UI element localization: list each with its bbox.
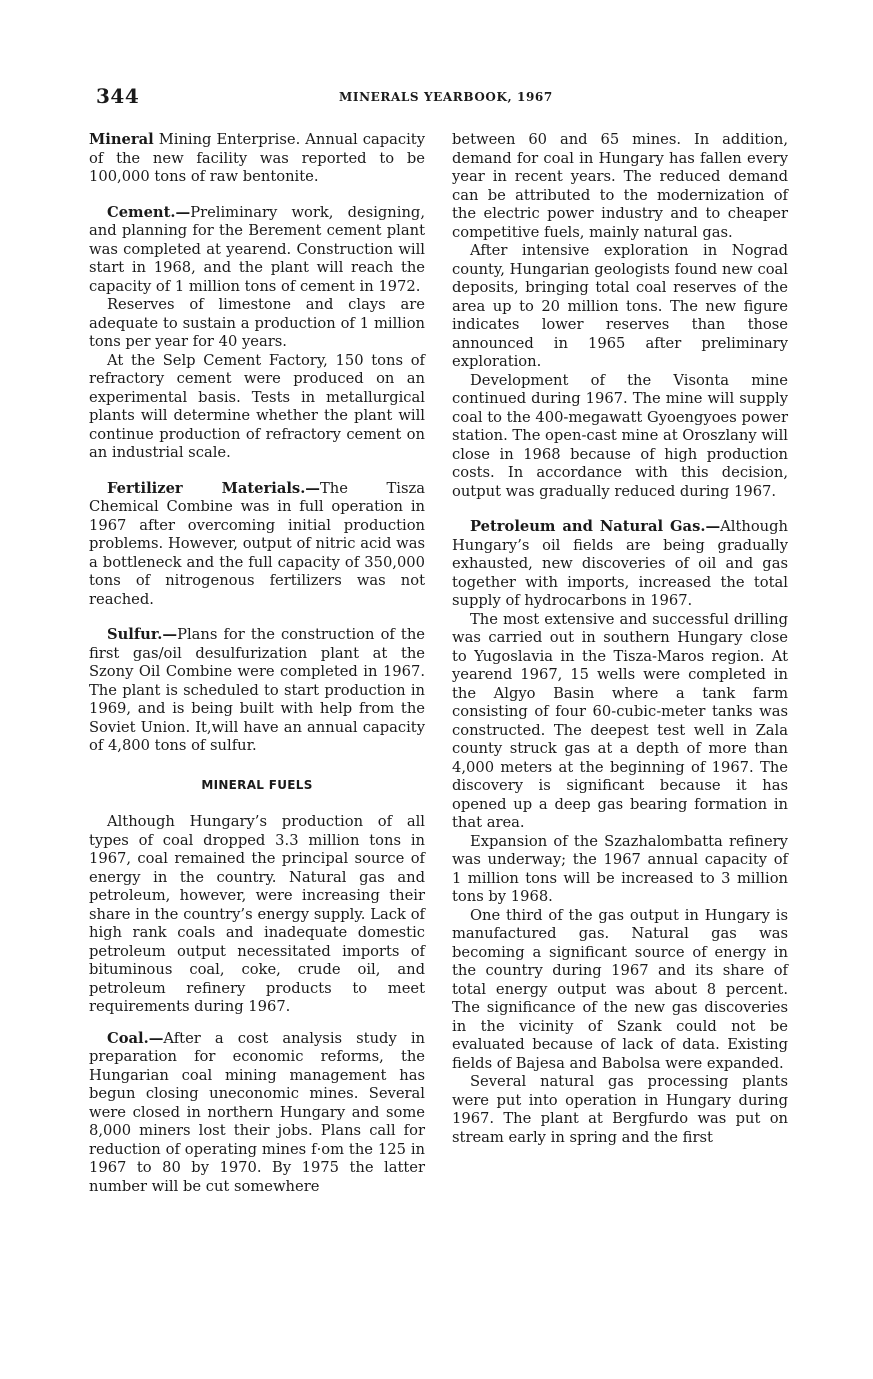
paragraph: Although Hungary’s production of all types of coal dropped 3.3 million tons in 1967, coal remained the principal source of energy in the country. Natural gas and petroleum, however, were increasing their share in the country’s energy supply. Lack of high rank coals and inadequate domestic petroleum output necessitated imports of bituminous coal, coke, crude oil, and petroleum refinery products to meet requirements during 1967. bbox=[89, 813, 425, 1015]
right-column bbox=[452, 131, 788, 1147]
section-heading-sulfur: Sulfur.— bbox=[107, 626, 178, 643]
paragraph bbox=[89, 1030, 425, 1197]
paragraph: between 60 and 65 mines. In addition, demand for coal in Hungary has fallen every year in recent years. The reduced demand can be attributed to the modernization of the electric power industry and to cheaper competitive fuels, mainly natural gas. bbox=[452, 131, 788, 241]
run-in-lead: Mineral bbox=[89, 131, 154, 148]
paragraph-text: Although Hungary’s oil fields are being gradually exhausted, new discoveries of oil and gas together with imports, increased the total supply of hydrocarbons in 1967. bbox=[452, 518, 788, 609]
paragraph: At the Selp Cement Factory, 150 tons of refractory cement were produced on an experimental basis. Tests in metallurgical plants will determine whether the plant will continue production of refractory cement on an industrial scale. bbox=[89, 351, 425, 461]
section-heading-coal: Coal.— bbox=[107, 1029, 164, 1047]
paragraph bbox=[89, 131, 425, 187]
paragraph: Expansion of the Szazhalombatta refinery was underway; the 1967 annual capacity of 1 million tons will be increased to 3 million tons by 1968. bbox=[452, 832, 788, 905]
paragraph: Development of the Visonta mine continued during 1967. The mine will supply coal to the 400-megawatt Gyoengyoes power station. The open-cast mine at Oroszlany will close in 1968 because of high production costs. In accordance with this decision, output was gradually reduced during 1967. bbox=[452, 371, 788, 500]
page-number: 344 bbox=[96, 84, 140, 108]
paragraph-text: After a cost analysis study in preparation for economic reforms, the Hungarian coal mining management has begun closing uneconomic mines. Several were closed in northern Hungary and some 8,000 miners lost their jobs. Plans call for reduction of operating mines f·om the 125 in 1967 to 80 by 1970. By 1975 the latter number will be cut somewhere bbox=[89, 1029, 425, 1195]
section-heading-petroleum: Petroleum and Natural Gas.— bbox=[470, 518, 721, 535]
paragraph: Reserves of limestone and clays are adequate to sustain a production of 1 million tons per year for 40 years. bbox=[89, 296, 425, 350]
running-header bbox=[0, 84, 873, 108]
paragraph-text: Plans for the construction of the first gas/oil desulfurization plant at the Szony Oil Combine were completed in 1967. The plant is scheduled to start production in 1969, and is being built with help from the Soviet Union. It,will have an annual capacity of 4,800 tons of sulfur. bbox=[89, 626, 425, 754]
paragraph bbox=[89, 480, 425, 610]
section-heading-cement: Cement.— bbox=[107, 203, 191, 221]
paragraph: After intensive exploration in Nograd county, Hungarian geologists found new coal deposits, bringing total coal reserves of the area up to 20 million tons. The new figure indicates lower reserves than those announced in 1965 after preliminary exploration. bbox=[452, 242, 788, 370]
section-title-mineral-fuels: MINERAL FUELS bbox=[201, 777, 313, 792]
paragraph-text: Preliminary work, designing, and planning for the Berement cement plant was completed at yearend. Construction will start in 1968, and the plant will reach the capacity of 1 million tons of cement in 1972. bbox=[89, 203, 425, 295]
paragraph-text: Mining Enterprise. Annual capacity of the new facility was reported to be 100,000 tons of raw bentonite. bbox=[89, 131, 425, 185]
paragraph: The most extensive and successful drilling was carried out in southern Hungary close to Yugoslavia in the Tisza-Maros region. At yearend 1967, 15 wells were completed in the Algyo Basin where a tank farm consisting of four 60-cubic-meter tanks was constructed. The deepest test well in Zala county struck gas at a depth of more than 4,000 meters at the beginning of 1967. The discovery is significant because it has opened up a deep gas bearing formation in that area. bbox=[452, 610, 788, 831]
paragraph: Several natural gas processing plants were put into operation in Hungary during 1967. The plant at Bergfurdo was put on stream early in spring and the first bbox=[452, 1073, 788, 1146]
paragraph bbox=[89, 626, 425, 756]
left-column bbox=[89, 131, 425, 1196]
section-heading-fertilizer: Fertilizer Materials.— bbox=[107, 479, 320, 497]
paragraph-text: The Tisza Chemical Combine was in full operation in 1967 after overcoming initial production problems. However, output of nitric acid was a bottleneck and the full capacity of 350,000 tons of nitrogenous fertilizers was not reached. bbox=[89, 479, 425, 608]
paragraph bbox=[452, 518, 788, 611]
running-title: MINERALS YEARBOOK, 1967 bbox=[339, 90, 553, 104]
paragraph: One third of the gas output in Hungary is manufactured gas. Natural gas was becoming a significant source of energy in the country during 1967 and its share of total energy output was about 8 percent. The significance of the new gas discoveries in the vicinity of Szank could not be evaluated because of lack of data. Existing fields of Bajesa and Babolsa were expanded. bbox=[452, 906, 788, 1072]
paragraph bbox=[89, 204, 425, 297]
